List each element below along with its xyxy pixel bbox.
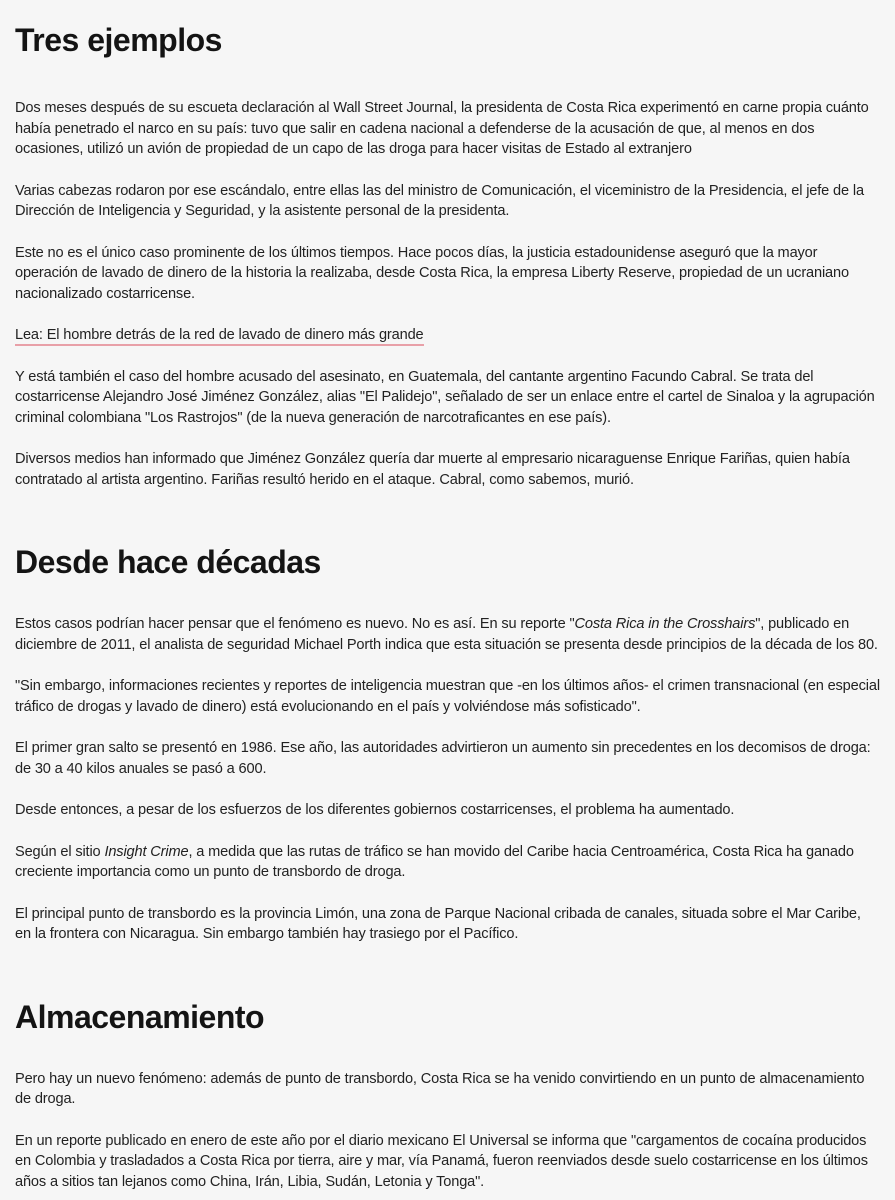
- paragraph: Diversos medios han informado que Jiménez González quería dar muerte al empresario nicaraguense Enrique Fariñas, quien había contratado al artista argentino. Fariñas resultó herido en el ataque. Cabral, como sabemos, murió.: [15, 451, 850, 488]
- report-title: Costa Rica in the Crosshairs: [574, 616, 756, 632]
- text: , a medida que las rutas de tráfico se han movido del Caribe hacia Centroamérica, Costa Rica ha ganado creciente importancia como un punto de transbordo de droga.: [15, 843, 854, 880]
- text: Según el sitio: [15, 843, 105, 860]
- paragraph: Y está también el caso del hombre acusado del asesinato, en Guatemala, del cantante argentino Facundo Cabral. Se trata del costarricense Alejandro José Jiménez González, alias "El Palidejo", señalado de ser un enlace entre el cartel de Sinaloa y la agrupación criminal colombiana "Los Rastrojos" (de la nueva generación de narcotraficantes en ese país).: [15, 368, 875, 426]
- paragraph: Varias cabezas rodaron por ese escándalo, entre ellas las del ministro de Comunicación, el viceministro de la Presidencia, el jefe de la Dirección de Inteligencia y Seguridad, y la asistente personal de la presidenta.: [15, 182, 864, 219]
- paragraph: Pero hay un nuevo fenómeno: además de punto de transbordo, Costa Rica se ha venido convirtiendo en un punto de almacenamiento de droga.: [15, 1070, 865, 1107]
- section-heading-desde-hace-decadas: Desde hace décadas: [15, 544, 321, 580]
- text: ", publicado en diciembre de 2011, el analista de seguridad Michael Porth indica que esta situación se presenta desde principios de la década de los 80.: [15, 616, 878, 653]
- paragraph: [15, 614, 880, 655]
- paragraph: "Sin embargo, informaciones recientes y reportes de inteligencia muestran que -en los últimos años- el crimen transnacional (en especial tráfico de drogas y lavado de dinero) está evolucionando en el país y volviéndose más sofisticado".: [15, 678, 880, 715]
- source-name: Insight Crime: [104, 843, 189, 860]
- paragraph: El principal punto de transbordo es la provincia Limón, una zona de Parque Nacional cribada de canales, situada sobre el Mar Caribe, en la frontera con Nicaragua. Sin embargo también hay trasiego por el Pacífico.: [15, 905, 861, 942]
- paragraph: [15, 842, 880, 883]
- paragraph: Este no es el único caso prominente de los últimos tiempos. Hace pocos días, la justicia estadounidense aseguró que la mayor operación de lavado de dinero de la historia la realizaba, desde Costa Rica, la empresa Liberty Reserve, propiedad de un ucraniano nacionalizado costarricense.: [15, 244, 849, 302]
- related-link-paragraph: [15, 325, 880, 346]
- section-heading-tres-ejemplos: Tres ejemplos: [15, 22, 222, 58]
- paragraph: El primer gran salto se presentó en 1986. Ese año, las autoridades advirtieron un aumento sin precedentes en los decomisos de droga: de 30 a 40 kilos anuales se pasó a 600.: [15, 740, 871, 777]
- paragraph: En un reporte publicado en enero de este año por el diario mexicano El Universal se informa que "cargamentos de cocaína producidos en Colombia y trasladados a Costa Rica por tierra, aire y mar, vía Panamá, fueron reenviados desde suelo costarricense en los últimos años a sitios tan lejanos como China, Irán, Libia, Sudán, Letonia y Tonga".: [15, 1132, 868, 1190]
- paragraph: Dos meses después de su escueta declaración al Wall Street Journal, la presidenta de Costa Rica experimentó en carne propia cuánto había penetrado el narco en su país: tuvo que salir en cadena nacional a defenderse de la acusación de que, al menos en dos ocasiones, utilizó un avión de propiedad de un capo de las droga para hacer visitas de Estado al extranjero: [15, 100, 869, 157]
- related-article-link[interactable]: Lea: El hombre detrás de la red de lavado de dinero más grande: [15, 327, 424, 346]
- section-heading-almacenamiento: Almacenamiento: [15, 998, 265, 1035]
- paragraph: Desde entonces, a pesar de los esfuerzos de los diferentes gobiernos costarricenses, el problema ha aumentado.: [15, 802, 735, 818]
- text: Estos casos podrían hacer pensar que el fenómeno es nuevo. No es así. En su reporte ": [15, 616, 575, 632]
